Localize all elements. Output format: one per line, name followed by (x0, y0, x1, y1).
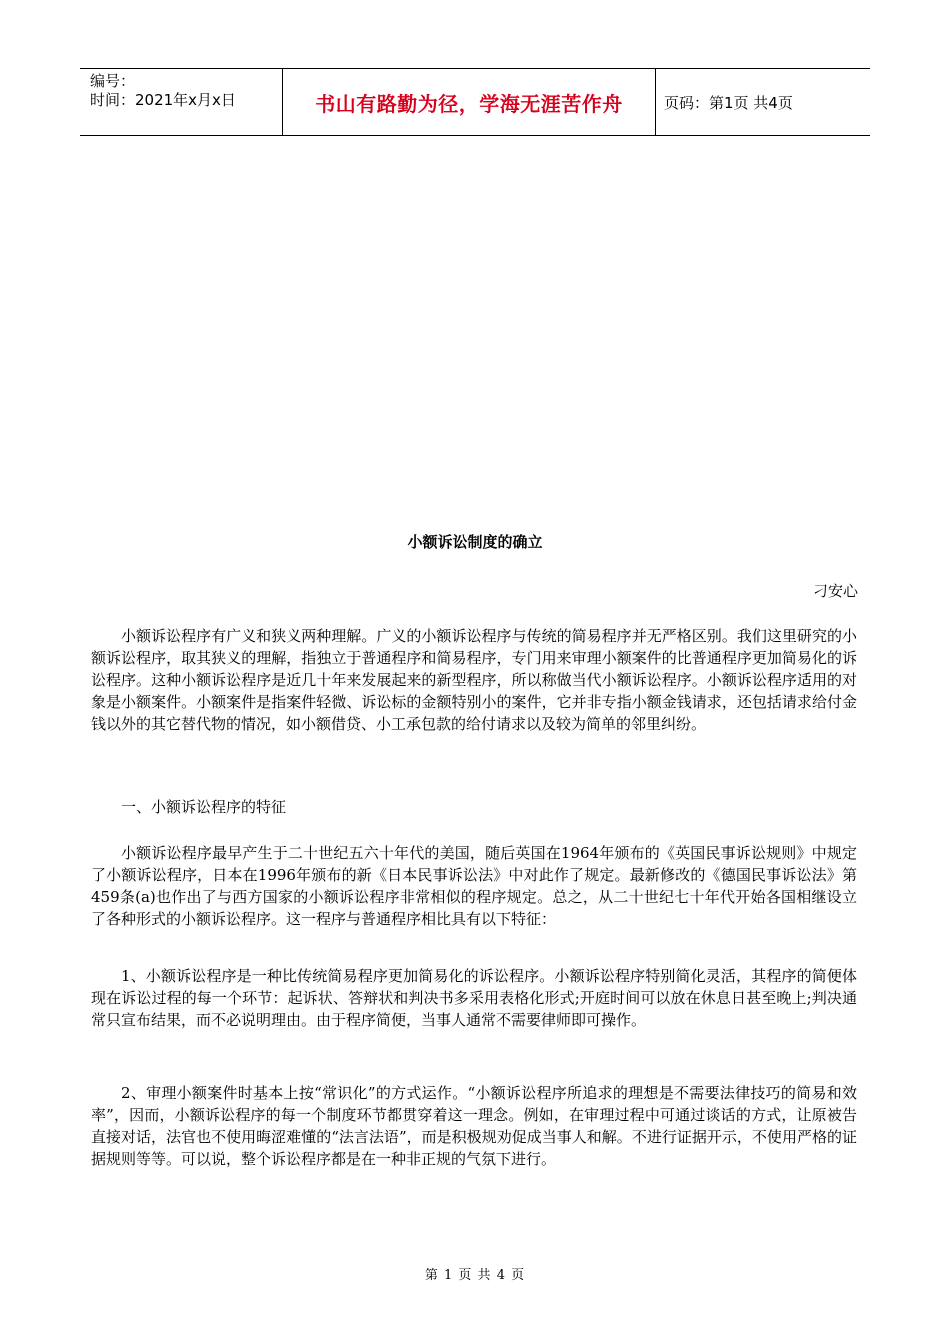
section-heading: 一、小额诉讼程序的特征 (121, 798, 287, 816)
date-line: 时间：2021年x月x日 (90, 91, 236, 109)
paragraph-feature-1: 1、小额诉讼程序是一种比传统简易程序更加简易化的诉讼程序。小额诉讼程序特别简化灵活，其程序的简便体现在诉讼过程的每一个环节：起诉状、答辩状和判决书多采用表格化形式;开庭时间可以放在休息日甚至晚上;判决通常只宣布结果，而不必说明理由。由于程序简便，当事人通常不需要律师即可操作。 (91, 967, 857, 1029)
page-header (80, 68, 870, 136)
motto-text: 书山有路勤为径，学海无涯苦作舟 (315, 91, 623, 116)
document-title: 小额诉讼制度的确立 (407, 533, 543, 551)
paragraph-history: 小额诉讼程序最早产生于二十世纪五六十年代的美国，随后英国在1964年颁布的《英国民事诉讼规则》中规定了小额诉讼程序，日本在1996年颁布的新《日本民事诉讼法》中对此作了规定。最新修改的《德国民事诉讼法》第459条(a)也作出了与西方国家的小额诉讼程序非常相似的程序规定。总之，从二十世纪七十年代开始各国相继设立了各种形式的小额诉讼程序。这一程序与普通程序相比具有以下特征： (91, 844, 857, 928)
header-page-info (656, 69, 870, 135)
paragraph-intro: 小额诉讼程序有广义和狭义两种理解。广义的小额诉讼程序与传统的简易程序并无严格区别。我们这里研究的小额诉讼程序，取其狭义的理解，指独立于普通程序和简易程序，专门用来审理小额案件的比普通程序更加简易化的诉讼程序。这种小额诉讼程序是近几十年来发展起来的新型程序，所以称做当代小额诉讼程序。小额诉讼程序适用的对象是小额案件。小额案件是指案件轻微、诉讼标的金额特别小的案件，它并非专指小额金钱请求，还包括请求给付金钱以外的其它替代物的情况，如小额借贷、小工承包款的给付请求以及较为简单的邻里纠纷。 (91, 627, 857, 733)
header-motto-cell (282, 69, 656, 135)
page-info-text: 页码：第1页 共4页 (664, 93, 793, 112)
serial-label: 编号： (90, 72, 136, 90)
document-author: 刁安心 (812, 582, 858, 600)
header-meta (80, 69, 282, 135)
paragraph-feature-2: 2、审理小额案件时基本上按“常识化”的方式运作。“小额诉讼程序所追求的理想是不需要法律技巧的简易和效率”，因而，小额诉讼程序的每一个制度环节都贯穿着这一理念。例如，在审理过程中可通过谈话的方式，让原被告直接对话，法官也不使用晦涩难懂的“法言法语”，而是积极规劝促成当事人和解。不进行证据开示，不使用严格的证据规则等等。可以说，整个诉讼程序都是在一种非正规的气氛下进行。 (91, 1084, 857, 1168)
page-footer: 第 1 页 共 4 页 (424, 1268, 526, 1283)
